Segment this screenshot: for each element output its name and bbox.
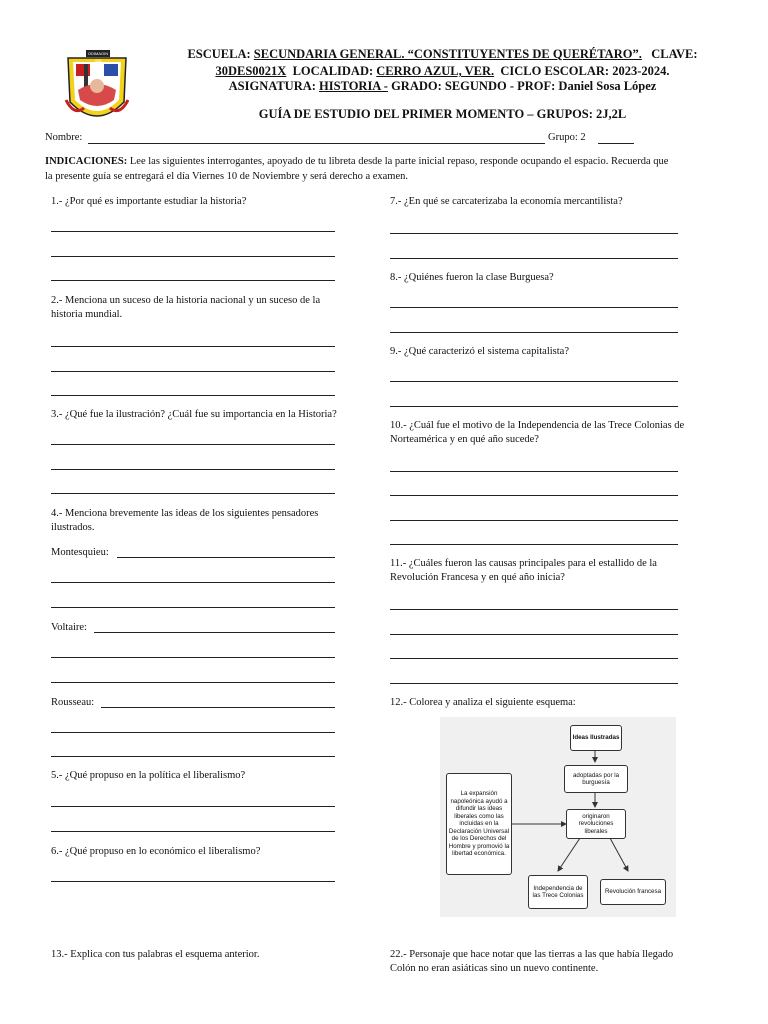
answer-line[interactable] <box>51 831 335 832</box>
grade-prof: GRADO: SEGUNDO - PROF: Daniel Sosa López <box>391 79 657 93</box>
box-expansion: La expansión napoleónica ayudó a difundir las ideas liberales como las incluidas en la Declaración Universal de los Derechos del Hombre y promovió la libertad económica. <box>446 773 512 875</box>
question-13: 13.- Explica con tus palabras el esquema anterior. <box>51 949 260 960</box>
answer-line[interactable] <box>51 756 335 757</box>
answer-line[interactable] <box>51 444 335 445</box>
question-10-cont: Norteamérica y en qué año sucede? <box>390 434 539 445</box>
location-label: LOCALIDAD: <box>292 64 374 78</box>
answer-line[interactable] <box>51 881 335 882</box>
question-2: 2.- Menciona un suceso de la historia nacional y un suceso de la <box>51 295 321 306</box>
rousseau-field[interactable] <box>101 707 335 708</box>
indications-label: INDICACIONES: <box>45 156 128 167</box>
logo-banner: ODIMAGIN 408 <box>87 51 109 63</box>
header-line-2 <box>140 64 745 79</box>
box-revolucion: Revolución francesa <box>600 879 666 905</box>
answer-line[interactable] <box>390 495 678 496</box>
question-4-cont: ilustrados. <box>51 522 95 533</box>
question-9: 9.- ¿Qué caracterizó el sistema capitalista? <box>390 346 569 357</box>
question-3: 3.- ¿Qué fue la ilustración? ¿Cuál fue su importancia en la Historia? <box>51 409 337 420</box>
question-11: 11.- ¿Cuáles fueron las causas principales para el estallido de la <box>390 558 657 569</box>
answer-line[interactable] <box>51 371 335 372</box>
answer-line[interactable] <box>390 609 678 610</box>
box-ideas: Ideas Ilustradas <box>570 725 622 751</box>
indications-text-1: Lee las siguientes interrogantes, apoyado de tu libreta desde la parte inicial repaso, responde ocupando el espacio. Recuerda que <box>129 156 669 167</box>
montesquieu-field[interactable] <box>117 557 335 558</box>
question-11-cont: Revolución Francesa y en qué año inicia? <box>390 572 565 583</box>
concept-map <box>440 717 676 917</box>
answer-line[interactable] <box>51 280 335 281</box>
name-field[interactable] <box>88 143 545 144</box>
school-name: SECUNDARIA GENERAL. “CONSTITUYENTES DE QUERÉTARO”. <box>253 47 642 61</box>
answer-line[interactable] <box>51 346 335 347</box>
question-7: 7.- ¿En qué se carcaterizaba la economía mercantilista? <box>390 196 623 207</box>
rousseau-label: Rousseau: <box>51 697 95 708</box>
box-originaron: originaron revoluciones liberales <box>566 809 626 839</box>
answer-line[interactable] <box>51 469 335 470</box>
page-title: GUÍA DE ESTUDIO DEL PRIMER MOMENTO – GRUPOS: 2J,2L <box>258 107 627 121</box>
header-line-3 <box>140 79 745 94</box>
box-adopted: adoptadas por la burguesía <box>564 765 628 793</box>
question-4: 4.- Menciona brevemente las ideas de los siguientes pensadores <box>51 508 319 519</box>
answer-line[interactable] <box>51 657 335 658</box>
answer-line[interactable] <box>390 520 678 521</box>
question-8: 8.- ¿Quiénes fueron la clase Burguesa? <box>390 272 554 283</box>
answer-line[interactable] <box>390 233 678 234</box>
answer-line[interactable] <box>51 493 335 494</box>
indications-text-2: la presente guía se entregará el día Viernes 10 de Noviembre y será derecho a examen. <box>45 171 409 182</box>
box-independencia: Independencia de las Trece Colonias <box>528 875 588 909</box>
answer-line[interactable] <box>390 658 678 659</box>
question-10: 10.- ¿Cuál fue el motivo de la Independencia de las Trece Colonias de <box>390 420 685 431</box>
school-label: ESCUELA: <box>187 47 251 61</box>
answer-line[interactable] <box>51 256 335 257</box>
question-5: 5.- ¿Qué propuso en la política el liberalismo? <box>51 770 246 781</box>
name-label: Nombre: <box>45 132 83 143</box>
answer-line[interactable] <box>51 395 335 396</box>
answer-line[interactable] <box>390 258 678 259</box>
voltaire-label: Voltaire: <box>51 622 87 633</box>
answer-line[interactable] <box>390 471 678 472</box>
question-6: 6.- ¿Qué propuso en lo económico el liberalismo? <box>51 846 261 857</box>
answer-line[interactable] <box>390 683 678 684</box>
school-cycle: CICLO ESCOLAR: 2023-2024. <box>500 64 670 78</box>
montesquieu-label: Montesquieu: <box>51 547 109 558</box>
subject-value: HISTORIA - <box>319 79 388 93</box>
answer-line[interactable] <box>390 381 678 382</box>
group-label: Grupo: 2 <box>548 132 586 143</box>
question-1: 1.- ¿Por qué es importante estudiar la historia? <box>51 196 247 207</box>
answer-line[interactable] <box>390 332 678 333</box>
voltaire-field[interactable] <box>94 632 335 633</box>
answer-line[interactable] <box>51 231 335 232</box>
question-12: 12.- Colorea y analiza el siguiente esquema: <box>390 697 576 708</box>
subject-label: ASIGNATURA: <box>228 79 316 93</box>
question-22: 22.- Personaje que hace notar que las tierras a las que había llegado <box>390 949 674 960</box>
group-field[interactable] <box>598 143 634 144</box>
location-value: CERRO AZUL, VER. <box>376 64 495 78</box>
question-22-cont: Colón no eran asiáticas sino un nuevo continente. <box>390 963 599 974</box>
answer-line[interactable] <box>390 307 678 308</box>
indications <box>45 155 735 169</box>
answer-line[interactable] <box>390 634 678 635</box>
header-line-1 <box>140 47 745 62</box>
school-code: 30DES0021X <box>215 64 287 78</box>
answer-line[interactable] <box>51 806 335 807</box>
answer-line[interactable] <box>51 607 335 608</box>
answer-line[interactable] <box>51 682 335 683</box>
answer-line[interactable] <box>390 406 678 407</box>
answer-line[interactable] <box>51 732 335 733</box>
answer-line[interactable] <box>51 582 335 583</box>
clave-label: CLAVE: <box>651 47 698 61</box>
answer-line[interactable] <box>390 544 678 545</box>
question-2-cont: historia mundial. <box>51 309 123 320</box>
